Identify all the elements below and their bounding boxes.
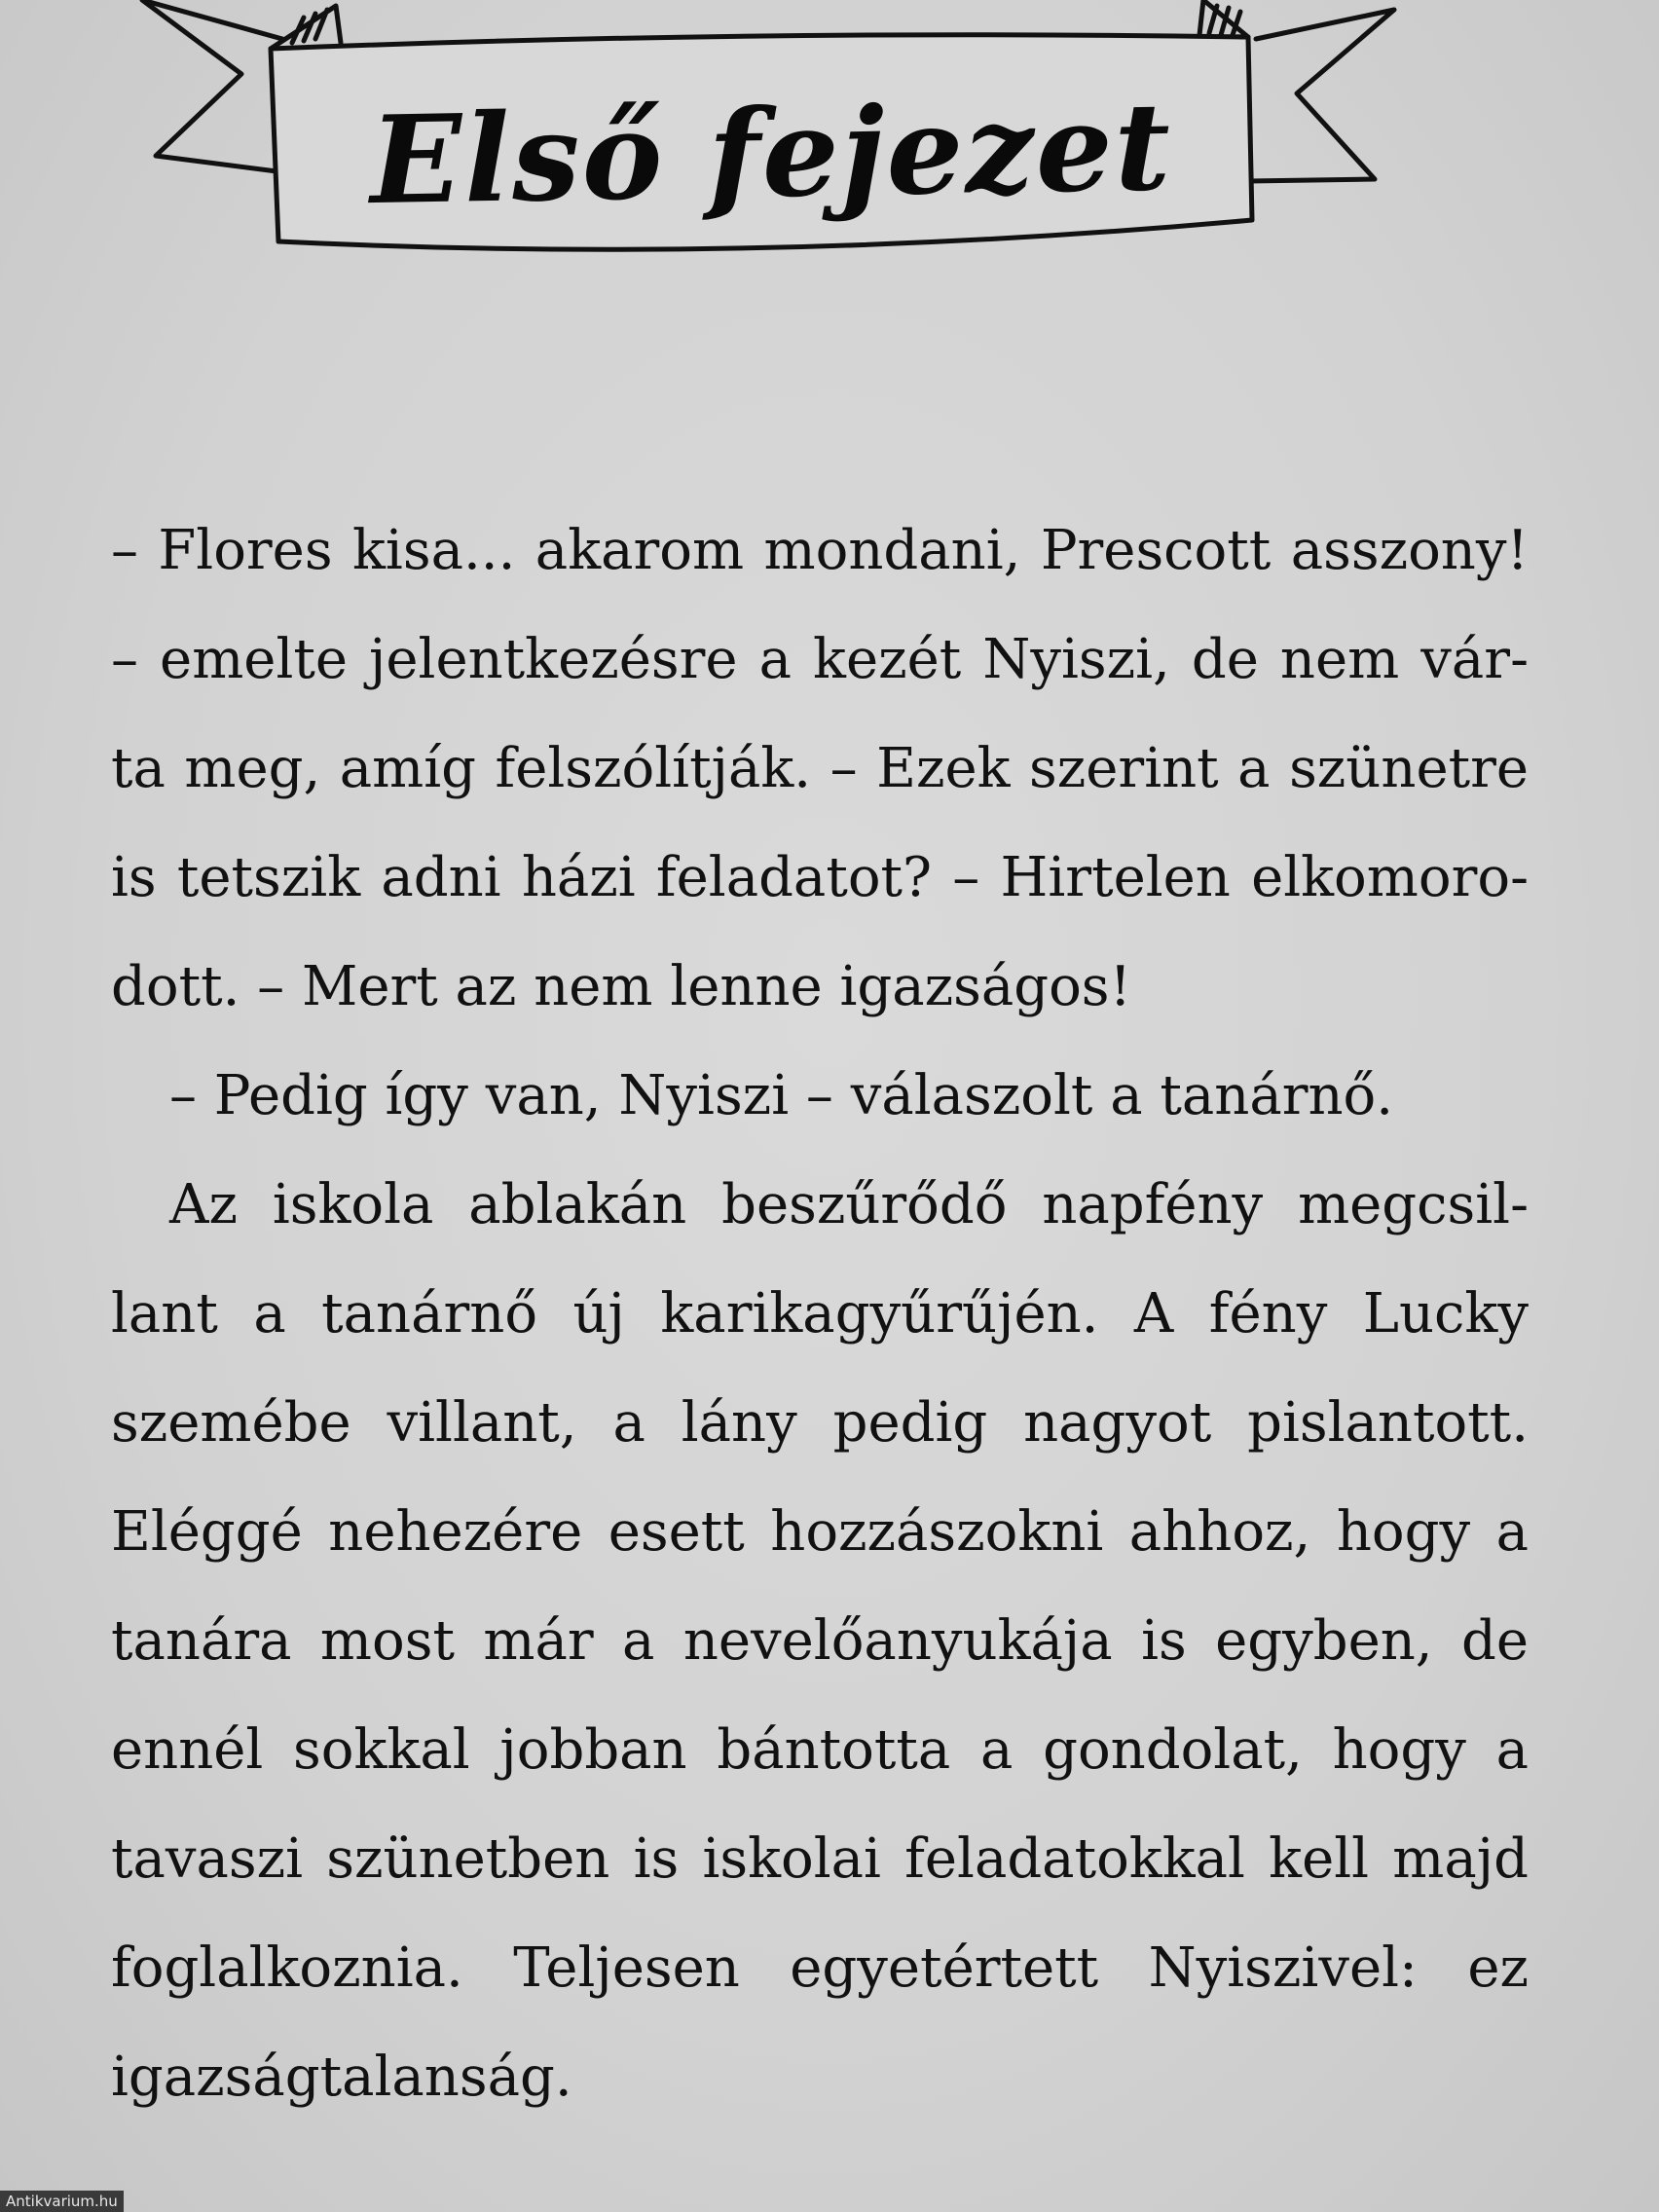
text-line: ennél sokkal jobban bántotta a gondolat, hogy a bbox=[111, 1718, 1529, 1782]
text-line: lant a tanárnő új karikagyűrűjén. A fény Lucky bbox=[111, 1282, 1529, 1346]
text-line: Eléggé nehezére esett hozzászokni ahhoz, hogy a bbox=[111, 1500, 1529, 1564]
text-line: is tetszik adni házi feladatot? – Hirtelen elkomoro- bbox=[111, 846, 1529, 909]
text-line: igazságtalanság. bbox=[111, 2046, 572, 2109]
watermark: Antikvarium.hu bbox=[0, 2191, 124, 2212]
text-line: – Pedig így van, Nyiszi – válaszolt a tanárnő. bbox=[169, 1064, 1394, 1127]
text-line: dott. – Mert az nem lenne igazságos! bbox=[111, 955, 1132, 1018]
text-line: Az iskola ablakán beszűrődő napfény megcsil- bbox=[169, 1173, 1529, 1236]
text-line: ta meg, amíg felszólítják. – Ezek szerint a szünetre bbox=[111, 737, 1529, 800]
chapter-body-text bbox=[111, 497, 1529, 2132]
text-line: tanára most már a nevelőanyukája is egyben, de bbox=[111, 1609, 1529, 1673]
text-line: – emelte jelentkezésre a kezét Nyiszi, de nem vár- bbox=[111, 628, 1529, 691]
text-line: szemébe villant, a lány pedig nagyot pislantott. bbox=[111, 1391, 1529, 1455]
chapter-title: Első fejezet bbox=[368, 76, 1174, 233]
text-line: tavaszi szünetben is iskolai feladatokkal kell majd bbox=[111, 1827, 1529, 1891]
text-line: – Flores kisa... akarom mondani, Prescott asszony! bbox=[111, 519, 1529, 582]
text-line: foglalkoznia. Teljesen egyetértett Nyiszivel: ez bbox=[111, 1936, 1529, 2000]
